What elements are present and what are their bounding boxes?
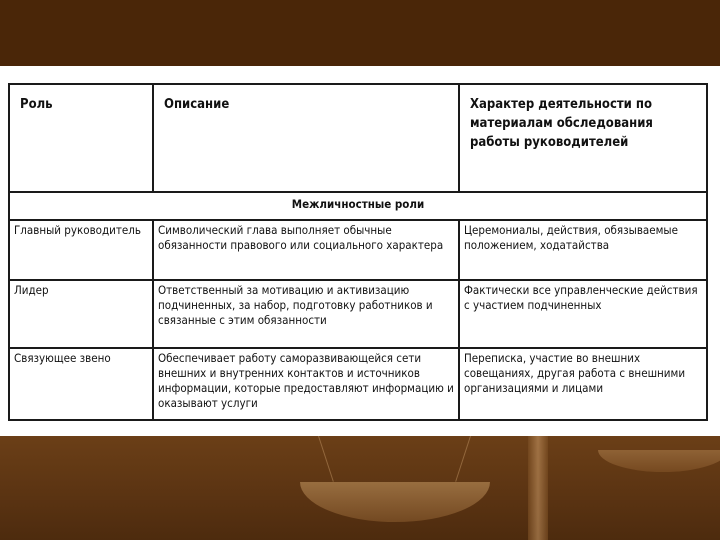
section-title: Межличностные роли xyxy=(9,192,707,220)
cell-description: Ответственный за мотивацию и активизацию подчиненных, за набор, подготовку работников и связанные с этим обязанности xyxy=(153,280,459,348)
table-row xyxy=(9,280,707,348)
table-row xyxy=(9,348,707,420)
roles-table xyxy=(8,83,708,421)
cell-role: Лидер xyxy=(9,280,153,348)
table-header-row xyxy=(9,84,707,192)
bottom-decorative-band xyxy=(0,436,720,540)
cell-activity: Церемониалы, действия, обязываемые положением, ходатайства xyxy=(459,220,707,280)
header-role: Роль xyxy=(9,84,153,192)
header-description: Описание xyxy=(153,84,459,192)
top-decorative-band xyxy=(0,0,720,66)
section-row xyxy=(9,192,707,220)
header-activity: Характер деятельности по материалам обследования работы руководителей xyxy=(459,84,707,192)
scale-pan-image xyxy=(598,450,720,472)
scale-rod-image xyxy=(528,436,548,540)
scale-pan-image xyxy=(300,482,490,522)
cell-activity: Фактически все управленческие действия с участием подчиненных xyxy=(459,280,707,348)
cell-role: Связующее звено xyxy=(9,348,153,420)
cell-description: Символический глава выполняет обычные обязанности правового или социального характера xyxy=(153,220,459,280)
scale-string xyxy=(318,436,334,482)
cell-description: Обеспечивает работу саморазвивающейся сети внешних и внутренних контактов и источников информации, которые предоставляют информацию и оказывают услуги xyxy=(153,348,459,420)
table-row xyxy=(9,220,707,280)
cell-role: Главный руководитель xyxy=(9,220,153,280)
scale-string xyxy=(455,436,471,482)
cell-activity: Переписка, участие во внешних совещаниях, другая работа с внешними организациями и лицами xyxy=(459,348,707,420)
